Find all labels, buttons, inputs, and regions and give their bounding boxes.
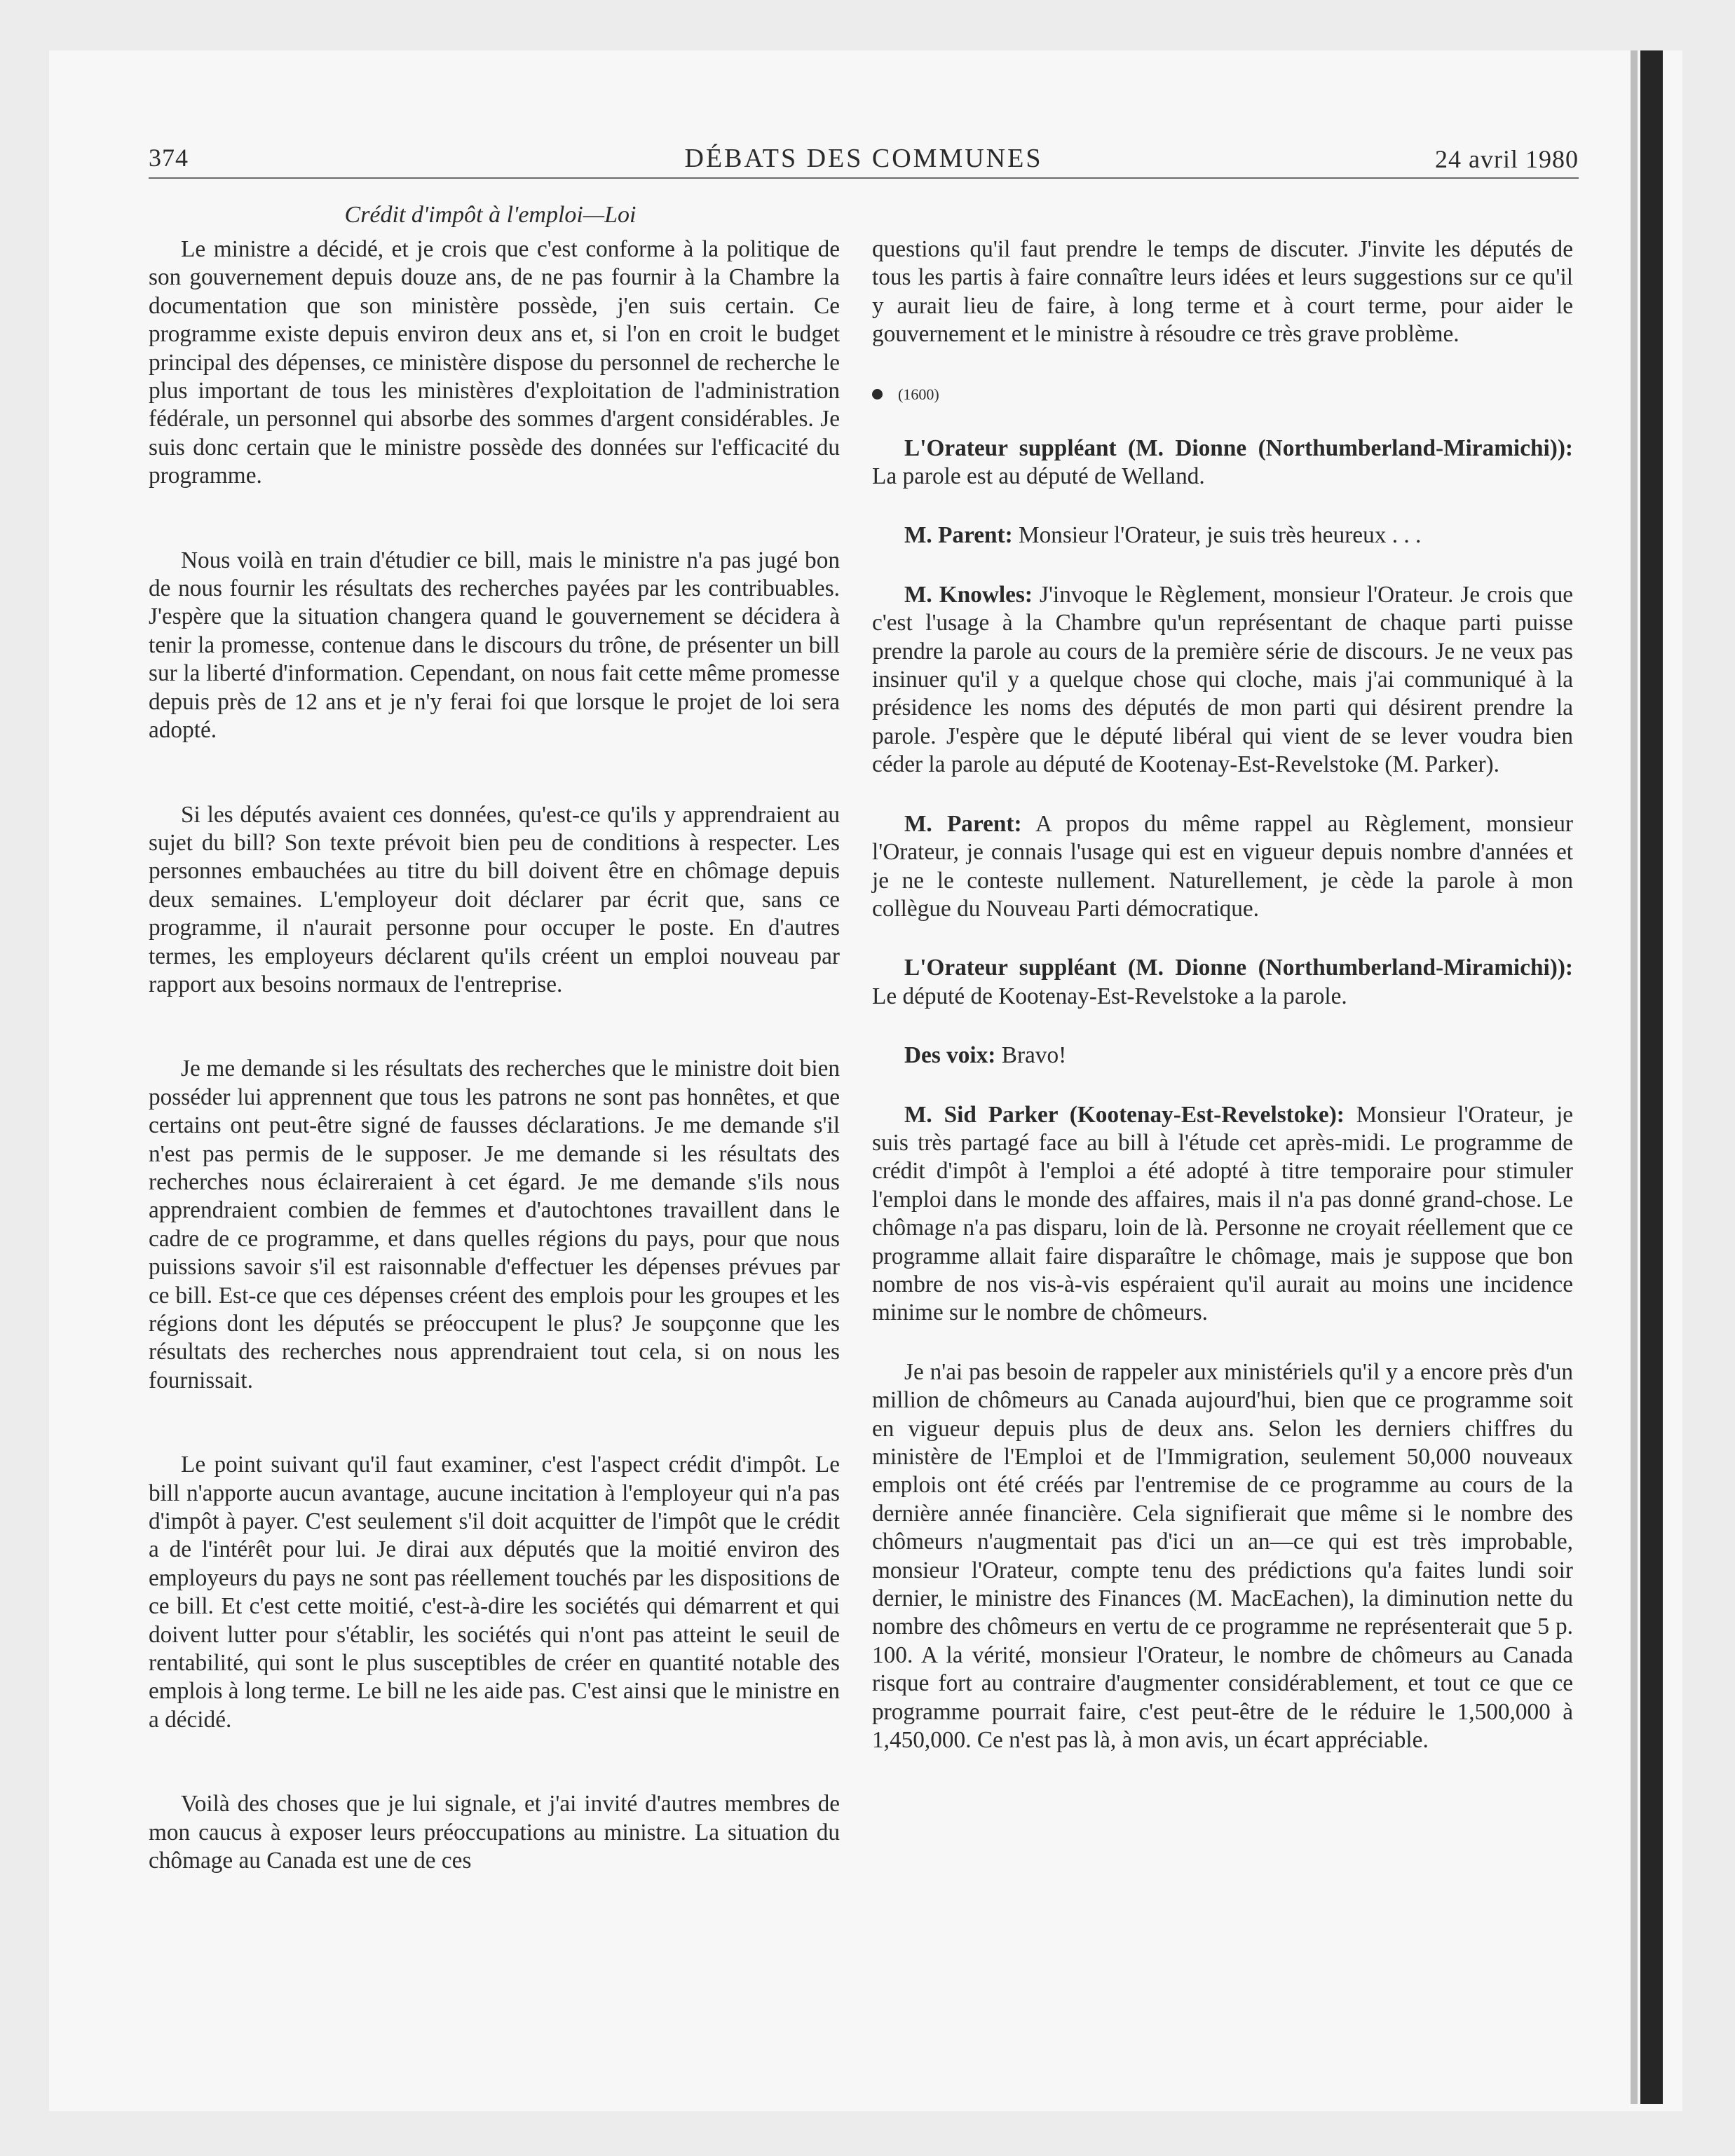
paragraph: Je me demande si les résultats des recherches que le ministre doit bien posséder lui apprennent que tous les patrons ne sont pas honnêtes, et que certains ont peut-être signé de fausses déclarations. Je me demande s'il n'est pas permis de le supposer. Je me demande si les résultats des recherches nous éclaireraient à cet égard. Je me demande s'ils nous apprendraient combien de femmes et d'autochtones travaillent dans le cadre de ce programme, et dans quelles régions du pays, pour que nous puissions savoir s'il est raisonnable d'effectuer les dépenses prévues par ce bill. Est-ce que ces dépenses créent des emplois pour les groupes et les régions dont les députés se préoccupent le plus? Je soupçonne que les résultats des recherches nous apprendraient tout cela, si on nous les fournissait.	[149, 1056, 840, 1393]
speech-text: Monsieur l'Orateur, je suis très partagé face au bill à l'étude cet après-midi. Le programme de crédit d'impôt à l'emploi a été adopté à titre temporaire pour stimuler l'emploi dans le monde des affaires, mais il n'a pas donné grand-chose. Le chômage n'a pas disparu, loin de là. Personne ne croyait réellement que ce programme allait faire disparaître le chômage, mais je suppose que bon nombre de nos vis-à-vis espéraient qu'il aurait au moins une incidence minime sur le nombre de chômeurs.	[872, 1101, 1573, 1326]
speech-entry	[872, 581, 1573, 779]
speech-text: Bravo!	[995, 1042, 1067, 1069]
time-marker-text: (1600)	[898, 385, 939, 403]
scan-edge-light	[1631, 50, 1638, 2104]
speech-entry	[872, 1042, 1573, 1070]
speaker-name: M. Knowles:	[904, 581, 1033, 608]
time-marker	[872, 386, 1573, 404]
paragraph: Je n'ai pas besoin de rappeler aux ministériels qu'il y a encore près d'un million de chômeurs au Canada aujourd'hui, bien que ce programme soit en vigueur depuis plus de deux ans. Selon les derniers chiffres du ministère de l'Emploi et de l'Immigration, seulement 50,000 nouveaux emplois ont été créés par l'entremise de ce programme au cours de la dernière année financière. Cela signifierait que même si le nombre des chômeurs n'augmentait pas d'ici un an—ce qui est très improbable, monsieur l'Orateur, compte tenu des prédictions qu'a faites lundi soir dernier, le ministre des Finances (M. MacEachen), la diminution nette du nombre des chômeurs en vertu de ce programme ne représenterait que 5 p. 100. A la vérité, monsieur l'Orateur, le nombre de chômeurs au Canada risque fort au contraire d'augmenter considérablement, et tout ce que ce programme pourrait faire, c'est peut-être de le réduire le 1,500,000 à 1,450,000. Ce n'est pas là, à mon avis, un écart appréciable.	[872, 1358, 1573, 1754]
page-number: 374	[149, 144, 189, 172]
speaker-name: M. Parent:	[904, 522, 1013, 549]
paragraph: Le point suivant qu'il faut examiner, c'est l'aspect crédit d'impôt. Le bill n'apporte aucun avantage, aucune incitation à l'employeur qui n'a pas d'impôt à payer. C'est seulement s'il doit acquitter de l'impôt que le crédit a de l'intérêt pour lui. Je dirai aux députés que la moitié environ des employeurs du pays ne sont pas réellement touchés par les dispositions de ce bill. Et c'est cette moitié, c'est-à-dire les sociétés qui démarrent et qui doivent lutter pour s'établir, les sociétés qui n'ont pas atteint le seuil de rentabilité, qui sont le plus susceptibles de créer en quantité notable des emplois à long terme. Le bill ne les aide pas. C'est ainsi que le ministre en a décidé.	[149, 1452, 840, 1733]
speech-entry	[872, 435, 1573, 491]
speaker-name: L'Orateur suppléant (M. Dionne (Northumberland-Miramichi)):	[904, 435, 1573, 461]
running-head: Crédit d'impôt à l'emploi—Loi	[344, 202, 637, 228]
publication-title: DÉBATS DES COMMUNES	[684, 144, 1043, 173]
speech-entry	[872, 521, 1573, 550]
right-column	[872, 236, 1573, 1754]
bullet-icon	[872, 389, 883, 400]
issue-date: 24 avril 1980	[1435, 145, 1579, 173]
speech-text: La parole est au député de Welland.	[872, 463, 1205, 490]
speech-entry	[872, 954, 1573, 1011]
speech-text: Monsieur l'Orateur, je suis très heureux . . .	[1012, 522, 1422, 549]
speaker-name: L'Orateur suppléant (M. Dionne (Northumberland-Miramichi)):	[904, 955, 1573, 981]
speaker-name: M. Parent:	[904, 810, 1022, 837]
header-rule	[149, 177, 1579, 179]
speech-text: J'invoque le Règlement, monsieur l'Orateur. Je crois que c'est l'usage à la Chambre qu'un représentant de chaque parti puisse prendre la parole au cours de la première série de discours. Je ne veux pas insinuer qu'il y a quelque chose qui cloche, mais j'ai communiqué à la présidence les noms des députés de mon parti qui désirent prendre la parole. J'espère que le député libéral qui vient de se lever voudra bien céder la parole au député de Kootenay-Est-Revelstoke (M. Parker).	[872, 581, 1573, 778]
scan-edge-shadow	[1640, 50, 1663, 2104]
left-column	[149, 236, 840, 1876]
speech-entry	[872, 810, 1573, 924]
speech-entry	[872, 1101, 1573, 1328]
paragraph: Voilà des choses que je lui signale, et j'ai invité d'autres membres de mon caucus à exposer leurs préoccupations au ministre. La situation du chômage au Canada est une de ces	[149, 1791, 840, 1874]
paragraph-continuation: questions qu'il faut prendre le temps de discuter. J'invite les députés de tous les partis à faire connaître leurs idées et leurs suggestions sur ce qu'il y aurait lieu de faire, à long terme et à court terme, pour aider le gouvernement et le ministre à résoudre ce très grave problème.	[872, 236, 1573, 348]
speaker-name: Des voix:	[904, 1042, 996, 1069]
speaker-name: M. Sid Parker (Kootenay-Est-Revelstoke):	[904, 1101, 1345, 1128]
page-header	[149, 139, 1579, 184]
paragraph: Le ministre a décidé, et je crois que c'est conforme à la politique de son gouvernement depuis douze ans, de ne pas fournir à la Chambre la documentation que son ministère possède, j'en suis certain. Ce programme existe depuis environ deux ans et, si l'on en croit le budget principal des dépenses, ce ministère dispose du personnel de recherche le plus important de tous les ministères d'exploitation de l'administration fédérale, un personnel qui absorbe des sommes d'argent considérables. Je suis donc certain que le ministre possède des données sur l'efficacité du programme.	[149, 236, 840, 489]
paragraph: Nous voilà en train d'étudier ce bill, mais le ministre n'a pas jugé bon de nous fournir les résultats des recherches payées par les contribuables. J'espère que la situation changera quand le gouvernement se décidera à tenir la promesse, contenue dans le discours du trône, de présenter un bill sur la liberté d'information. Cependant, on nous fait cette même promesse depuis près de 12 ans et je n'y ferai foi que lorsque le projet de loi sera adopté.	[149, 547, 840, 744]
speech-text: A propos du même rappel au Règlement, monsieur l'Orateur, je connais l'usage qui est en vigueur depuis nombre d'années et je ne le conteste nullement. Naturellement, je cède la parole à mon collègue du Nouveau Parti démocratique.	[872, 810, 1573, 922]
paragraph: Si les députés avaient ces données, qu'est-ce qu'ils y apprendraient au sujet du bill? Son texte prévoit bien peu de conditions à respecter. Les personnes embauchées au titre du bill doivent être en chômage depuis deux semaines. L'employeur doit déclarer par écrit que, sans ce programme, il n'aurait personne pour occuper le poste. En d'autres termes, les employeurs déclarent qu'ils créent un emploi nouveau par rapport aux besoins normaux de l'entreprise.	[149, 801, 840, 997]
speech-text: Le député de Kootenay-Est-Revelstoke a la parole.	[872, 983, 1347, 1009]
